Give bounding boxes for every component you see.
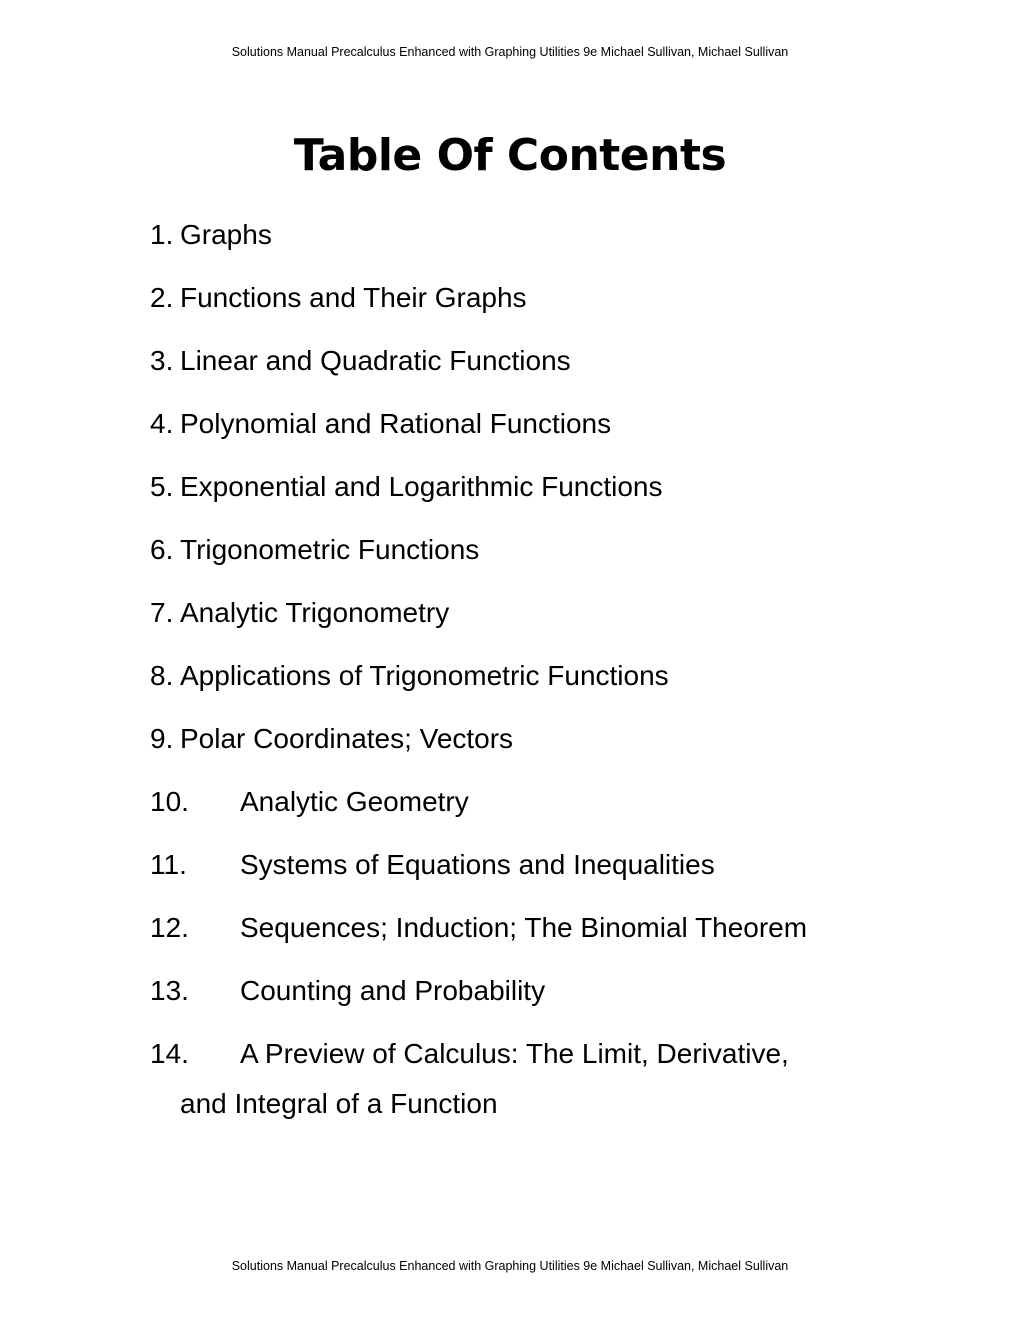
table-of-contents (150, 210, 910, 1129)
toc-item-title: Analytic Geometry (240, 786, 469, 817)
toc-item-title: Graphs (180, 219, 272, 250)
toc-item-title: Sequences; Induction; The Binomial Theorem (240, 912, 808, 943)
toc-item-title: Analytic Trigonometry (180, 597, 450, 628)
toc-item-number: 4. (150, 408, 174, 439)
toc-item-number: 9. (150, 723, 174, 754)
toc-item-14 (150, 1029, 910, 1129)
toc-item-5 (150, 462, 910, 525)
toc-item-number: 14. (150, 1038, 189, 1069)
toc-item-title: Applications of Trigonometric Functions (180, 660, 669, 691)
toc-item-title: Functions and Their Graphs (180, 282, 527, 313)
toc-item-number: 1. (150, 219, 174, 250)
toc-item-3 (150, 336, 910, 399)
toc-item-title: Linear and Quadratic Functions (180, 345, 571, 376)
toc-item-8 (150, 651, 910, 714)
toc-item-number: 7. (150, 597, 174, 628)
toc-item-number: 3. (150, 345, 174, 376)
toc-item-first-line (150, 1029, 910, 1079)
toc-item-number: 8. (150, 660, 174, 691)
toc-item-number: 12. (150, 912, 189, 943)
toc-item-13 (150, 966, 910, 1029)
page-title: Table Of Contents (293, 130, 727, 181)
toc-item-title-continued: and Integral of a Function (180, 1088, 498, 1119)
toc-item-number: 13. (150, 975, 189, 1006)
toc-item-number: 5. (150, 471, 174, 502)
toc-item-2 (150, 273, 910, 336)
toc-item-number: 2. (150, 282, 174, 313)
toc-item-1 (150, 210, 910, 273)
toc-item-12 (150, 903, 910, 966)
toc-item-number: 10. (150, 786, 189, 817)
toc-item-10 (150, 777, 910, 840)
toc-item-title: Trigonometric Functions (180, 534, 480, 565)
running-footer: Solutions Manual Precalculus Enhanced with Graphing Utilities 9e Michael Sullivan, Michael Sullivan (231, 1259, 789, 1273)
toc-item-number: 11. (150, 849, 187, 880)
toc-item-11 (150, 840, 910, 903)
toc-item-title: Exponential and Logarithmic Functions (180, 471, 663, 502)
toc-item-title: Polar Coordinates; Vectors (180, 723, 514, 754)
toc-item-title: Counting and Probability (240, 975, 546, 1006)
running-header: Solutions Manual Precalculus Enhanced with Graphing Utilities 9e Michael Sullivan, Michael Sullivan (231, 45, 789, 59)
toc-item-title: Polynomial and Rational Functions (180, 408, 612, 439)
toc-item-title: A Preview of Calculus: The Limit, Derivative, (240, 1038, 789, 1069)
toc-item-7 (150, 588, 910, 651)
toc-item-number: 6. (150, 534, 174, 565)
toc-item-9 (150, 714, 910, 777)
toc-item-4 (150, 399, 910, 462)
toc-item-6 (150, 525, 910, 588)
toc-item-title: Systems of Equations and Inequalities (240, 849, 715, 880)
